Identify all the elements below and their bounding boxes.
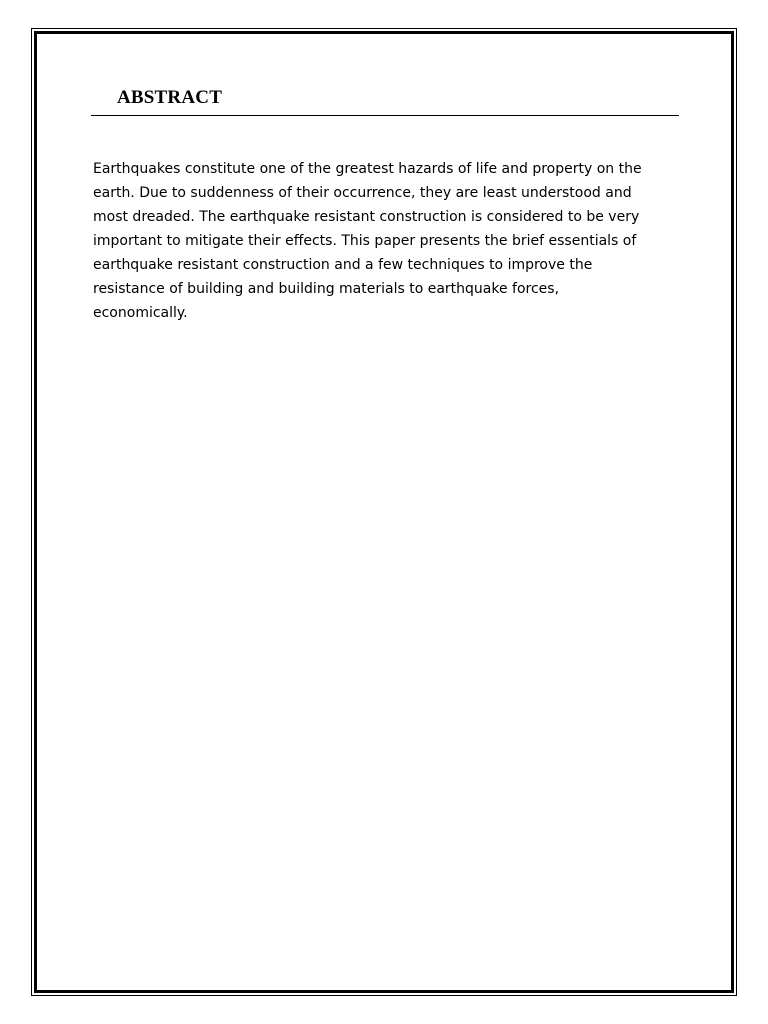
abstract-line: economically. [93,305,188,321]
abstract-line: earth. Due to suddenness of their occurrence, they are least understood and [93,185,632,201]
abstract-line: earthquake resistant construction and a few techniques to improve the [93,257,593,273]
abstract-paragraph [93,157,673,325]
abstract-line: Earthquakes constitute one of the greatest hazards of life and property on the [93,161,642,177]
abstract-line: most dreaded. The earthquake resistant construction is considered to be very [93,209,640,225]
section-heading: ABSTRACT [117,87,223,108]
abstract-line: important to mitigate their effects. This paper presents the brief essentials of [93,233,637,249]
abstract-line: resistance of building and building materials to earthquake forces, [93,281,560,297]
heading-underline [91,115,679,116]
